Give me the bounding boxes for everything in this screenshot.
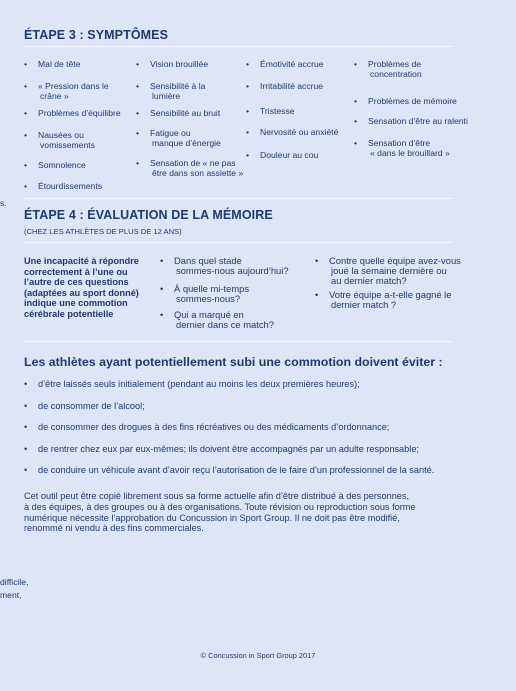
list-item-text: manque d’énergie xyxy=(152,138,221,148)
list-item-text: Étourdissements xyxy=(38,181,103,191)
list-item-text: Somnolence xyxy=(38,160,86,170)
list-item-text: être dans son assiette » xyxy=(152,168,244,178)
list-item-text: Problèmes de xyxy=(368,59,422,69)
list-item xyxy=(24,108,121,118)
bullet-icon: • xyxy=(315,255,319,266)
copy-notice: Cet outil peut être copié librement sous sa forme actuelle afin d’être distribué à des personnes, à des équipes, à des groupes ou à des organisations. Toute révision ou reproduction sous forme numérique nécessite l’approbation du Concussion in Sport Group. Il ne doit pas être modifié, renommé ni vendu à des fins commerciales. xyxy=(24,491,416,534)
step4-subtitle: (CHEZ LES ATHLÈTES DE PLUS DE 12 ANS) xyxy=(24,227,182,236)
list-item-text: Nausées ou xyxy=(38,130,84,140)
list-item-text: Contre quelle équipe avez-vous xyxy=(329,255,461,266)
list-item xyxy=(136,81,206,101)
bullet-icon: • xyxy=(24,108,28,118)
list-item-text: Vision brouillée xyxy=(150,59,209,69)
bullet-icon: • xyxy=(136,59,140,69)
list-item xyxy=(160,283,250,305)
list-item-text: Qui a marqué en xyxy=(174,309,244,320)
avoid-title: Les athlètes ayant potentiellement subi une commotion doivent éviter : xyxy=(24,355,443,369)
bullet-icon: • xyxy=(354,59,358,69)
list-item-text: Sensibilité à la xyxy=(150,81,206,91)
list-item-text: Tristesse xyxy=(260,106,295,116)
list-item xyxy=(24,465,435,476)
list-item xyxy=(315,289,452,311)
list-item-text: Nervosité ou anxiété xyxy=(260,127,339,137)
list-item-text: lumière xyxy=(152,91,181,101)
bullet-icon: • xyxy=(160,283,164,294)
list-item-text: Sensation d’être au ralenti xyxy=(368,116,468,126)
list-item-text: de rentrer chez eux par eux-mêmes; ils doivent être accompagnés par un adulte responsable; xyxy=(38,444,419,454)
list-item xyxy=(24,130,95,150)
cutoff-text: s. xyxy=(0,198,7,208)
bullet-icon: • xyxy=(24,401,28,411)
memory-intro: Une incapacité à répondre correctement à l’une ou l’autre de ces questions (adaptées au sport donné) indique une commotion cérébrale potentielle xyxy=(24,256,139,319)
list-item xyxy=(354,116,468,126)
list-item-text: de consommer des drogues à des fins récréatives ou des médicaments d’ordonnance; xyxy=(38,422,390,432)
divider xyxy=(24,341,452,342)
list-item xyxy=(24,181,103,191)
divider xyxy=(24,242,452,243)
list-item xyxy=(24,379,360,390)
list-item xyxy=(24,81,109,101)
list-item-text: sommes-nous aujourd’hui? xyxy=(176,265,289,277)
bullet-icon: • xyxy=(24,130,28,140)
bullet-icon: • xyxy=(246,127,250,137)
list-item-text: Sensation de « ne pas xyxy=(150,158,236,168)
list-item-text: Fatigue ou xyxy=(150,128,191,138)
list-item-text: Émotivité accrue xyxy=(260,59,324,69)
list-item xyxy=(24,160,86,170)
list-item xyxy=(246,106,295,116)
bullet-icon: • xyxy=(24,465,28,475)
step4-title: ÉTAPE 4 : ÉVALUATION DE LA MÉMOIRE xyxy=(24,208,273,222)
list-item-text: de consommer de l’alcool; xyxy=(38,401,145,411)
list-item xyxy=(24,401,145,412)
bullet-icon: • xyxy=(315,289,319,300)
list-item-text: Sensation d’être xyxy=(368,138,431,148)
bullet-icon: • xyxy=(246,59,250,69)
list-item xyxy=(315,255,461,287)
bullet-icon: • xyxy=(24,81,28,91)
list-item xyxy=(160,255,289,277)
list-item-text: d’être laissés seuls initialement (pendant au moins les deux premières heures); xyxy=(38,379,360,389)
bullet-icon: • xyxy=(136,81,140,91)
bullet-icon: • xyxy=(24,59,28,69)
bullet-icon: • xyxy=(246,150,250,160)
list-item xyxy=(24,444,419,455)
bullet-icon: • xyxy=(160,255,164,266)
list-item-text: au dernier match? xyxy=(331,275,407,287)
list-item-text: sommes-nous? xyxy=(176,293,241,305)
list-item-text: Problèmes d’équilibre xyxy=(38,108,121,118)
list-item-text: « dans le brouillard » xyxy=(370,148,450,158)
list-item-text: dernier dans ce match? xyxy=(176,319,274,331)
bullet-icon: • xyxy=(24,444,28,454)
bullet-icon: • xyxy=(24,379,28,389)
list-item xyxy=(136,128,221,148)
list-item-text: vomissements xyxy=(40,140,95,150)
list-item-text: Sensibilité au bruit xyxy=(150,108,221,118)
bullet-icon: • xyxy=(136,158,140,168)
list-item-text: « Pression dans le xyxy=(38,81,109,91)
bullet-icon: • xyxy=(246,106,250,116)
list-item-text: À quelle mi-temps xyxy=(174,283,250,294)
list-item-text: Dans quel stade xyxy=(174,255,242,266)
copyright: © Concussion in Sport Group 2017 xyxy=(200,651,316,660)
list-item-text: crâne » xyxy=(40,91,69,101)
list-item-text: Votre équipe a-t-elle gagné le xyxy=(329,289,452,300)
list-item-text: Irritabilité accrue xyxy=(260,81,324,91)
list-item xyxy=(24,422,390,433)
list-item xyxy=(160,309,274,331)
list-item xyxy=(246,59,324,69)
list-item xyxy=(24,59,81,69)
bullet-icon: • xyxy=(354,116,358,126)
list-item-text: de conduire un véhicule avant d’avoir reçu l’autorisation de le faire d’un professionnel de la santé. xyxy=(38,465,435,475)
list-item-text: concentration xyxy=(370,69,422,79)
list-item xyxy=(246,127,339,137)
divider xyxy=(24,46,452,47)
list-item xyxy=(354,59,422,79)
bullet-icon: • xyxy=(246,81,250,91)
list-item-text: Problèmes de mémoire xyxy=(368,96,457,106)
bullet-icon: • xyxy=(136,108,140,118)
list-item-text: Mal de tête xyxy=(38,59,81,69)
list-item xyxy=(354,138,450,158)
step3-title: ÉTAPE 3 : SYMPTÔMES xyxy=(24,28,169,42)
bullet-icon: • xyxy=(136,128,140,138)
divider xyxy=(24,198,452,199)
bullet-icon: • xyxy=(160,309,164,320)
cutoff-text: ment, xyxy=(0,590,22,600)
list-item xyxy=(354,96,457,106)
list-item-text: Douleur au cou xyxy=(260,150,319,160)
list-item xyxy=(136,158,244,178)
bullet-icon: • xyxy=(24,422,28,432)
bullet-icon: • xyxy=(24,181,28,191)
bullet-icon: • xyxy=(354,138,358,148)
list-item-text: joué la semaine dernière ou xyxy=(331,265,447,277)
list-item-text: dernier match ? xyxy=(331,299,397,311)
bullet-icon: • xyxy=(24,160,28,170)
list-item xyxy=(136,108,221,118)
cutoff-text: difficile, xyxy=(0,577,29,587)
bullet-icon: • xyxy=(354,96,358,106)
list-item xyxy=(246,81,324,91)
list-item xyxy=(136,59,209,69)
list-item xyxy=(246,150,319,160)
